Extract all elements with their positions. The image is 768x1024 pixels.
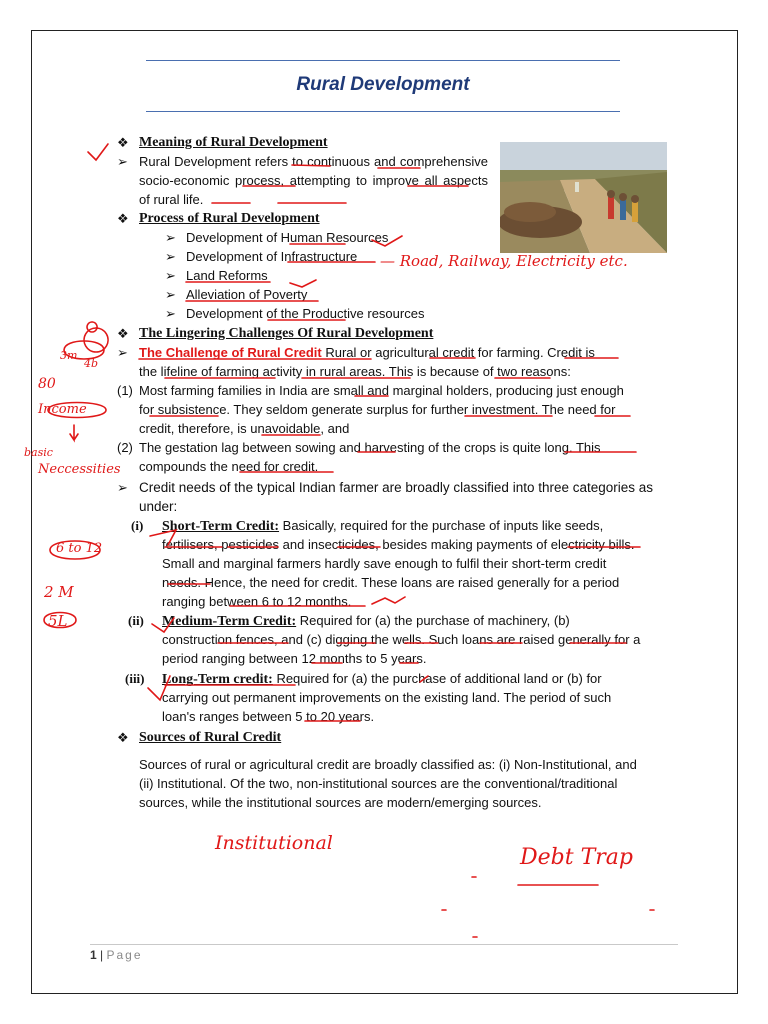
- arrow-bullet: ➢: [117, 480, 128, 495]
- page-word: Page: [106, 948, 143, 962]
- medium-term-number: (ii): [128, 613, 144, 628]
- handwritten-5l: 5L: [48, 612, 68, 630]
- sources-line: (ii) Institutional. Of the two, non-institutional sources are the conventional/traditional: [139, 776, 618, 791]
- short-term-label: Short-Term Credit:: [162, 519, 280, 534]
- reason-line: for subsistence. They seldom generate surplus for further investment. The need for: [139, 402, 616, 417]
- diamond-bullet: ❖: [117, 730, 129, 745]
- handwritten-institutional: Institutional: [215, 832, 333, 854]
- medium-term-text: Required for (a) the purchase of machinery, (b): [296, 613, 570, 628]
- arrow-bullet: ➢: [165, 268, 176, 283]
- arrow-bullet: ➢: [165, 306, 176, 321]
- short-term-line: Small and marginal farmers hardly save enough to fulfil their short-term credit: [162, 556, 607, 571]
- page-number: 1: [90, 948, 97, 962]
- handwritten-basic: basic: [24, 446, 53, 459]
- footer-rule: [90, 944, 678, 945]
- medium-term-line: period ranging between 12 months to 5 years.: [162, 651, 427, 666]
- arrow-bullet: ➢: [165, 230, 176, 245]
- reason-number: (1): [117, 383, 133, 398]
- sources-line: sources, while the institutional sources are modern/emerging sources.: [139, 795, 542, 810]
- arrow-bullet: ➢: [117, 345, 128, 360]
- long-term-line: loan's ranges between 5 to 20 years.: [162, 709, 375, 724]
- arrow-bullet: ➢: [165, 249, 176, 264]
- handwritten-6-to-12: 6 to 12: [56, 541, 103, 556]
- credit-needs-line: Credit needs of the typical Indian farmer are broadly classified into three categories as: [139, 480, 654, 495]
- short-term-line: fertilisers, pesticides and insecticides, besides making payments of electricity bills.: [162, 537, 635, 552]
- long-term-number: (iii): [125, 671, 145, 686]
- diamond-bullet: ❖: [117, 326, 129, 341]
- credit-lead-rest: Rural or agricultural credit for farming. Credit is: [321, 345, 595, 360]
- sources-line: Sources of rural or agricultural credit are broadly classified as: (i) Non-Institutional, and: [139, 757, 637, 772]
- handwritten-infra-note: — Road, Railway, Electricity etc.: [380, 252, 628, 270]
- arrow-bullet: ➢: [165, 287, 176, 302]
- credit-lead-line-2: the lifeline of farming activity in rural areas. This is because of two reasons:: [139, 364, 571, 379]
- credit-lead: The Challenge of Rural Credit: [139, 345, 322, 360]
- process-item: Development of Infrastructure: [186, 249, 358, 264]
- short-term-line: needs. Hence, the need for credit. These loans are raised generally for a period: [162, 575, 620, 590]
- reason-line: The gestation lag between sowing and harvesting of the crops is quite long. This: [139, 440, 601, 455]
- challenges-heading: The Lingering Challenges Of Rural Development: [139, 326, 434, 341]
- diamond-bullet: ❖: [117, 135, 129, 150]
- page-footer: [90, 948, 143, 962]
- handwritten-necessities: Neccessities: [38, 462, 121, 477]
- handwritten-3m: 3m: [60, 349, 78, 362]
- long-term-label: Long-Term credit:: [162, 672, 273, 687]
- medium-term-label: Medium-Term Credit:: [162, 614, 297, 629]
- handwritten-2m: 2 M: [44, 583, 74, 601]
- short-term-line: ranging between 6 to 12 months.: [162, 594, 352, 609]
- sources-heading: Sources of Rural Credit: [139, 730, 282, 745]
- process-item: Development of Human Resources: [186, 230, 389, 245]
- handwritten-4b: 4b: [84, 357, 99, 370]
- credit-needs-line: under:: [139, 499, 178, 514]
- short-term-text: Basically, required for the purchase of inputs like seeds,: [279, 518, 604, 533]
- arrow-bullet: ➢: [117, 154, 128, 169]
- meaning-text: Rural Development refers to continuous and comprehensive socio-economic process, attempting to improve all aspects of rural life.: [139, 154, 488, 207]
- process-item: Land Reforms: [186, 268, 268, 283]
- reason-line: credit, therefore, is unavoidable, and: [139, 421, 350, 436]
- short-term-number: (i): [131, 518, 144, 533]
- process-heading: Process of Rural Development: [139, 211, 320, 226]
- handwritten-debt-trap: Debt Trap: [520, 845, 633, 870]
- meaning-heading: Meaning of Rural Development: [139, 135, 328, 150]
- process-item: Alleviation of Poverty: [186, 287, 308, 302]
- long-term-line: carrying out permanent improvements on the existing land. The period of such: [162, 690, 612, 705]
- handwritten-income: Income: [38, 402, 87, 417]
- handwritten-80: 80: [38, 376, 56, 392]
- page-title: Rural Development: [296, 74, 470, 95]
- reason-line: compounds the need for credit.: [139, 459, 319, 474]
- long-term-text: Required for (a) the purchase of additional land or (b) for: [272, 671, 602, 686]
- diamond-bullet: ❖: [117, 211, 129, 226]
- process-item: Development of the Productive resources: [186, 306, 425, 321]
- reason-line: Most farming families in India are small and marginal holders, producing just enough: [139, 383, 624, 398]
- footer-separator: |: [96, 948, 107, 962]
- reason-number: (2): [117, 440, 133, 455]
- medium-term-line: construction fences, and (c) digging the wells. Such loans are raised generally for a: [162, 632, 641, 647]
